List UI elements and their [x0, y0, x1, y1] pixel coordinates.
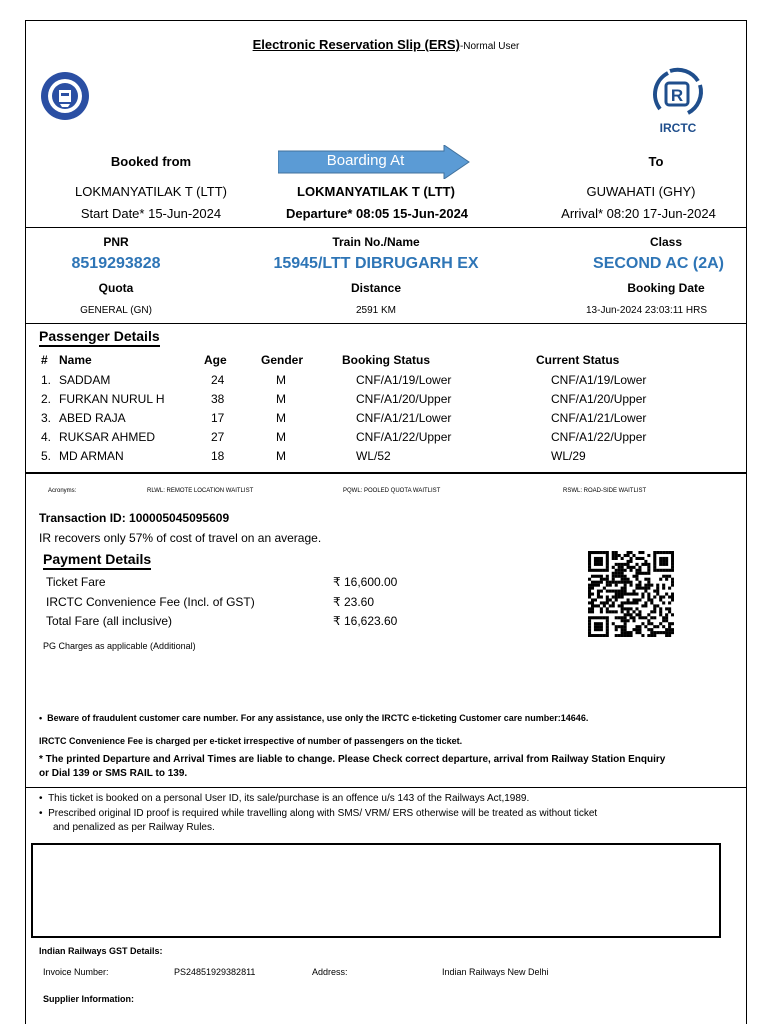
col-age-header: Age: [204, 353, 227, 367]
invoice-number-value: PS24851929382811: [174, 967, 256, 977]
qr-code-graphic: [588, 551, 674, 637]
passenger-age: 27: [211, 430, 225, 444]
acronym-rswl: RSWL: ROAD-SIDE WAITLIST: [563, 488, 647, 494]
passenger-num: 5.: [41, 449, 52, 463]
distance-value: 2591 KM: [355, 305, 397, 316]
divider: [26, 323, 746, 324]
boarding-at-label: Boarding At: [326, 152, 405, 169]
passenger-current-status: CNF/A1/20/Upper: [551, 392, 647, 406]
passenger-row: [26, 373, 746, 390]
passenger-name: FURKAN NURUL H: [59, 392, 165, 406]
class-label: Class: [649, 235, 683, 249]
convenience-fee-label: IRCTC Convenience Fee (Incl. of GST): [46, 595, 255, 609]
passenger-gender: M: [276, 411, 286, 425]
quota-label: Quota: [98, 281, 134, 295]
passenger-details-title: Passenger Details: [39, 328, 160, 347]
passenger-current-status: WL/29: [551, 449, 586, 463]
class-value: SECOND AC (2A): [593, 255, 724, 272]
convenience-fee-notice: IRCTC Convenience Fee is charged per e-ticket irrespective of number of passengers on the ticket.: [39, 736, 463, 746]
pnr-label: PNR: [103, 235, 129, 249]
svg-text:R: R: [670, 86, 684, 105]
passenger-row: [26, 392, 746, 409]
passenger-gender: M: [276, 430, 286, 444]
total-fare-value: ₹ 16,623.60: [333, 614, 398, 628]
passenger-num: 2.: [41, 392, 52, 406]
col-current-status-header: Current Status: [536, 353, 620, 367]
passenger-row: [26, 411, 746, 428]
passenger-gender: M: [276, 449, 286, 463]
booked-from-label: Booked from: [110, 154, 192, 169]
passenger-age: 24: [211, 373, 225, 387]
col-gender-header: Gender: [261, 353, 304, 367]
personal-id-notice-text: This ticket is booked on a personal User ID, its sale/purchase is an offence u/s 143 of the Railways Act,1989.: [48, 793, 530, 804]
divider: [26, 787, 746, 788]
col-booking-status-header: Booking Status: [342, 353, 431, 367]
bullet-icon: •: [39, 808, 49, 819]
train-label: Train No./Name: [332, 235, 420, 249]
departure-time: Departure* 08:05 15-Jun-2024: [285, 206, 469, 221]
id-proof-notice-line2: and penalized as per Railway Rules.: [53, 822, 215, 833]
ticket-fare-value: ₹ 16,600.00: [333, 575, 398, 589]
times-notice-line2: or Dial 139 or SMS RAIL to 139.: [39, 768, 188, 779]
document-title: Electronic Reservation Slip (ERS): [252, 37, 460, 52]
passenger-num: 4.: [41, 430, 52, 444]
ers-document: [25, 20, 747, 1024]
passenger-row: [26, 430, 746, 447]
ticket-fare-label: Ticket Fare: [46, 575, 106, 589]
start-date: Start Date* 15-Jun-2024: [80, 206, 222, 221]
divider: [26, 472, 746, 474]
id-proof-notice-text: Prescribed original ID proof is required while travelling along with SMS/ VRM/ ERS otherwise will be treated as without ticket: [48, 808, 598, 819]
fraud-notice: [39, 713, 588, 723]
invoice-number-label: Invoice Number:: [43, 967, 109, 977]
passenger-gender: M: [276, 373, 286, 387]
supplier-information-label: Supplier Information:: [43, 994, 134, 1004]
irctc-logo: [646, 63, 710, 135]
address-value: Indian Railways New Delhi: [442, 967, 549, 977]
fraud-notice-text: Beware of fraudulent customer care number. For any assistance, use only the IRCTC e-ticketing Customer care number:14646.: [47, 713, 589, 723]
passenger-booking-status: CNF/A1/20/Upper: [356, 392, 452, 406]
arrival-time: Arrival* 08:20 17-Jun-2024: [561, 206, 716, 221]
train-number-name: 15945/LTT DIBRUGARH EX: [273, 255, 479, 272]
passenger-name: ABED RAJA: [59, 411, 126, 425]
total-fare-label: Total Fare (all inclusive): [46, 614, 173, 628]
passenger-booking-status: CNF/A1/21/Lower: [356, 411, 452, 425]
transaction-id: Transaction ID: 100005045095609: [39, 511, 230, 525]
distance-label: Distance: [350, 281, 402, 295]
passenger-age: 17: [211, 411, 225, 425]
passenger-table-header: [26, 353, 746, 370]
col-num-header: #: [41, 353, 48, 367]
to-station: GUWAHATI (GHY): [586, 184, 696, 199]
document-subtitle: -Normal User: [459, 41, 520, 52]
convenience-fee-value: ₹ 23.60: [333, 595, 374, 609]
gst-details-title: Indian Railways GST Details:: [39, 946, 163, 956]
passenger-booking-status: CNF/A1/22/Upper: [356, 430, 452, 444]
to-label: To: [648, 154, 664, 169]
acronyms-label: Acronyms:: [48, 488, 77, 494]
bullet-icon: •: [39, 793, 49, 804]
passenger-current-status: CNF/A1/22/Upper: [551, 430, 647, 444]
passenger-current-status: CNF/A1/21/Lower: [551, 411, 647, 425]
irctc-logo-text: IRCTC: [659, 121, 697, 135]
passenger-age: 38: [211, 392, 225, 406]
address-label: Address:: [312, 967, 348, 977]
qr-code: [588, 551, 674, 637]
passenger-current-status: CNF/A1/19/Lower: [551, 373, 647, 387]
cost-recovery-note: IR recovers only 57% of cost of travel on an average.: [39, 531, 322, 545]
pg-charges-note: PG Charges as applicable (Additional): [43, 641, 196, 651]
passenger-name: RUKSAR AHMED: [59, 430, 156, 444]
booking-date-label: Booking Date: [627, 281, 705, 295]
from-station: LOKMANYATILAK T (LTT): [75, 184, 227, 199]
col-name-header: Name: [59, 353, 92, 367]
passenger-gender: M: [276, 392, 286, 406]
passenger-age: 18: [211, 449, 225, 463]
boarding-at-arrow: [278, 145, 470, 179]
blank-box: [31, 843, 721, 938]
passenger-num: 3.: [41, 411, 52, 425]
payment-details-title: Payment Details: [43, 551, 151, 570]
indian-railways-logo: [40, 71, 90, 121]
id-proof-notice: [39, 808, 597, 819]
passenger-name: SADDAM: [59, 373, 111, 387]
divider: [26, 227, 746, 228]
acronym-rlwl: RLWL: REMOTE LOCATION WAITLIST: [147, 488, 254, 494]
passenger-booking-status: CNF/A1/19/Lower: [356, 373, 452, 387]
document-header: [26, 37, 746, 52]
quota-value: GENERAL (GN): [80, 305, 152, 316]
times-notice-line1: * The printed Departure and Arrival Times are liable to change. Please Check correct departure, arrival from Railway Station Enquiry: [39, 754, 666, 765]
booking-date-value: 13-Jun-2024 23:03:11 HRS: [585, 305, 707, 316]
pnr-number: 8519293828: [71, 255, 161, 272]
passenger-row: [26, 449, 746, 466]
acronym-pqwl: PQWL: POOLED QUOTA WAITLIST: [343, 488, 441, 494]
bullet-icon: •: [39, 713, 48, 723]
personal-id-notice: [39, 793, 529, 804]
passenger-name: MD ARMAN: [59, 449, 124, 463]
boarding-station: LOKMANYATILAK T (LTT): [297, 184, 455, 199]
passenger-num: 1.: [41, 373, 52, 387]
passenger-booking-status: WL/52: [356, 449, 391, 463]
